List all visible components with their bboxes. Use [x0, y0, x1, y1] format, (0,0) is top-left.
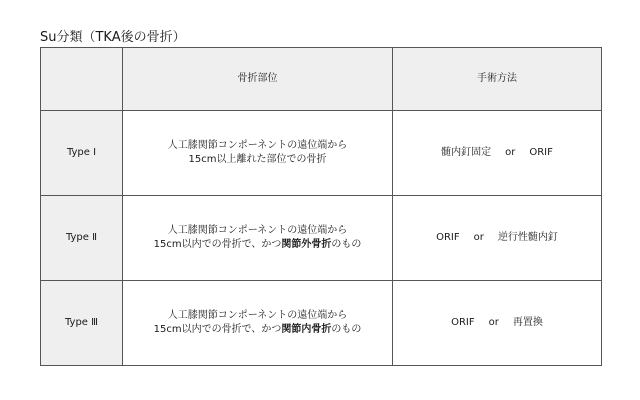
- method-or: or: [488, 317, 499, 328]
- type-cell: Type Ⅰ: [41, 111, 123, 196]
- header-row: [41, 48, 602, 111]
- site-line-2: [127, 238, 388, 252]
- site-line-2-text: 15cm以内での骨折で、かつ: [153, 324, 282, 335]
- method-or: or: [473, 232, 484, 243]
- header-type: [41, 48, 123, 111]
- method-option-a: 髄内釘固定: [441, 147, 492, 158]
- table-row: [41, 196, 602, 281]
- fracture-site-cell: [123, 111, 393, 196]
- table-row: [41, 111, 602, 196]
- surgical-method-cell: [393, 196, 602, 281]
- header-fracture-site: 骨折部位: [123, 48, 393, 111]
- site-line-2: [127, 323, 388, 337]
- site-line-2-suffix: のもの: [331, 324, 362, 335]
- site-line-2: [127, 153, 388, 167]
- su-classification-table: [40, 47, 602, 366]
- type-cell: Type Ⅱ: [41, 196, 123, 281]
- method-option-a: ORIF: [436, 232, 460, 243]
- fracture-site-cell: [123, 281, 393, 366]
- site-line-2-text: 15cm以上離れた部位での骨折: [188, 154, 327, 165]
- table-title: Su分類（TKA後の骨折）: [40, 30, 186, 45]
- type-cell: Type Ⅲ: [41, 281, 123, 366]
- site-line-1: 人工膝関節コンポーネントの遠位端から: [167, 225, 348, 236]
- method-option-a: ORIF: [451, 317, 475, 328]
- fracture-site-cell: [123, 196, 393, 281]
- method-option-b: ORIF: [529, 147, 553, 158]
- site-line-2-bold: 関節内骨折: [281, 324, 332, 335]
- method-option-b: 再置換: [512, 317, 543, 328]
- site-line-2-text: 15cm以内での骨折で、かつ: [153, 239, 282, 250]
- site-line-1: 人工膝関節コンポーネントの遠位端から: [167, 310, 348, 321]
- header-surgical-method: 手術方法: [393, 48, 602, 111]
- method-option-b: 逆行性髄内釘: [497, 232, 558, 243]
- method-or: or: [505, 147, 516, 158]
- surgical-method-cell: [393, 111, 602, 196]
- site-line-2-bold: 関節外骨折: [281, 239, 332, 250]
- site-line-2-suffix: のもの: [331, 239, 362, 250]
- surgical-method-cell: [393, 281, 602, 366]
- table-row: [41, 281, 602, 366]
- site-line-1: 人工膝関節コンポーネントの遠位端から: [167, 140, 348, 151]
